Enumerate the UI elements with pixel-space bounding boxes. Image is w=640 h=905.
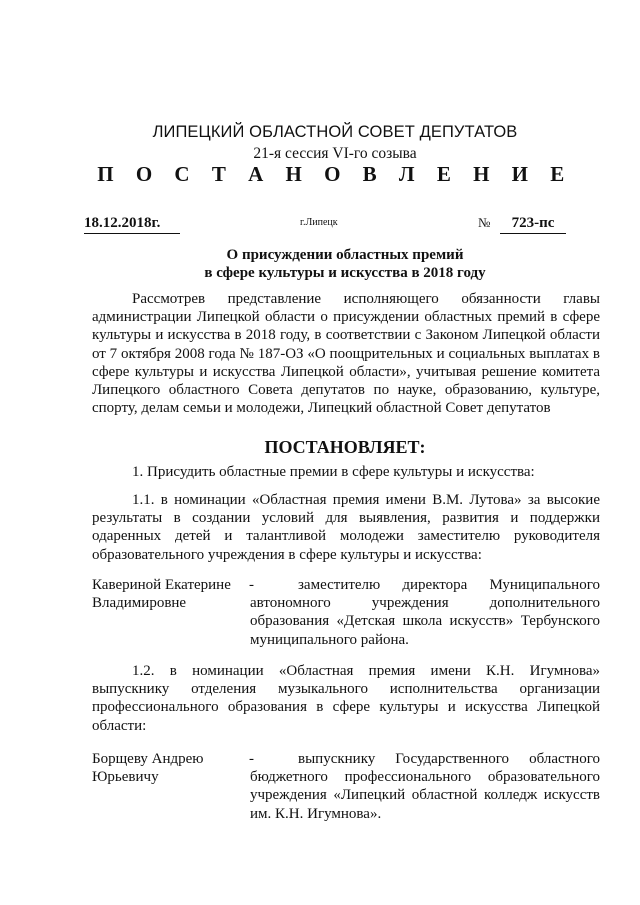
nomination-1-text: 1.1. в номинации «Областная премия имени В.М. Лутова» за высокие результаты в создании условий для выявления, развития и поддержки одаренных детей и талантливой молодежи заместителю руководителя образовательного учреждения в сфере культуры и искусства: <box>92 492 600 563</box>
recipient-1-name: Кавериной Екатерине Владимировне <box>92 577 231 612</box>
title-line-2: в сфере культуры и искусства в 2018 году <box>204 265 486 281</box>
document-type: П О С Т А Н О В Л Е Н И Е <box>97 162 573 186</box>
number-sign: № <box>478 215 491 230</box>
recipient-1-dash: - <box>249 577 254 593</box>
nomination-2-text: 1.2. в номинации «Областная премия имени К.Н. Игумнова» выпускнику отделения музыкального исполнительства организации профессионального образования в сфере культуры и искусства Липецкой области: <box>92 663 600 734</box>
recipient-2-name: Борщеву Андрею Юрьевичу <box>92 751 204 786</box>
preamble-paragraph: Рассмотрев представление исполняющего обязанности главы администрации Липецкой области о присуждении областных премий в сфере культуры и искусства в 2018 году, в соответствии с Законом Липецкой области от 7 октября 2008 года № 187-ОЗ «О поощрительных и социальных выплатах в сфере культуры и искусства Липецкой области», учитывая решение комитета Липецкого областного Совета депутатов по науке, образованию, культуре, спорту, делам семьи и молодежи, Липецкий областной Совет депутатов <box>92 291 600 417</box>
document-number: 723-пс <box>500 215 566 234</box>
recipient-row-1 <box>92 576 600 650</box>
decree-heading: ПОСТАНОВЛЯЕТ: <box>264 437 426 457</box>
session-info: 21-я сессия VI-го созыва <box>253 145 417 162</box>
document-city: г.Липецк <box>300 217 338 228</box>
recipient-1-description: заместителю директора Муниципального автономного учреждения дополнительного образования «Детская школа искусств» Тербунского муниципального района. <box>250 577 600 648</box>
title-line-1: О присуждении областных премий <box>226 247 464 263</box>
document-title <box>0 246 640 282</box>
organization-name: ЛИПЕЦКИЙ ОБЛАСТНОЙ СОВЕТ ДЕПУТАТОВ <box>152 123 518 141</box>
document-date: 18.12.2018г. <box>84 215 180 234</box>
point-1: 1. Присудить областные премии в сфере культуры и искусства: <box>132 464 535 480</box>
recipient-row-2 <box>92 750 600 824</box>
recipient-2-dash: - <box>249 751 254 767</box>
recipient-2-description: выпускнику Государственного областного бюджетного профессионального образовательного учреждения «Липецкий областной колледж искусств им. К.Н. Игумнова». <box>250 751 600 822</box>
